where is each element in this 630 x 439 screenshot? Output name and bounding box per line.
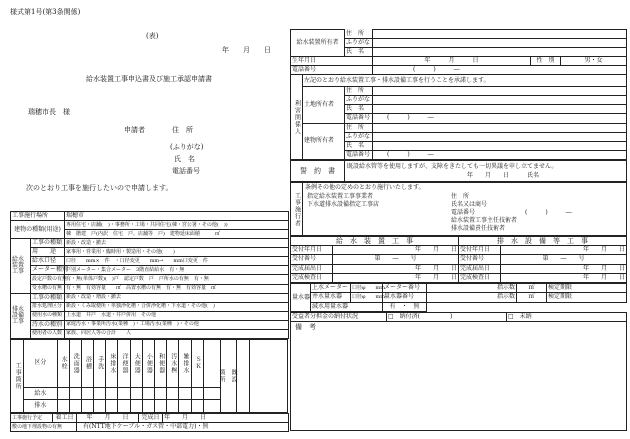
meter-side-label: 量水器 xyxy=(291,284,311,312)
owner-birth-label: 生年月日 xyxy=(291,57,373,66)
owner-name-label: 氏 名 xyxy=(345,48,373,57)
schedule-start-label: 着工日 xyxy=(53,414,77,423)
underground-label: 敷の地下埋設物の有無 xyxy=(11,423,77,432)
applicant-address-label: 住 所 xyxy=(172,126,193,134)
schedule-label: 工事施行予定 xyxy=(11,414,53,423)
contractor-table xyxy=(290,182,627,236)
pledge-table xyxy=(290,160,627,182)
applicant-name-label: 氏 名 xyxy=(174,155,195,163)
water-work-side-label: 給水装置工事 xyxy=(11,239,31,293)
contractor-text: 条例その他の定めのとおり施行いたします。 xyxy=(305,184,425,191)
fixtures-table: 工事箇所 区分 水栓 洗面器 浴槽 手洗 床排水 洋便器 大便器 小便器 和便器 汚水桝 雑排水 ＳＫ 既設 箇所 給水 排水 xyxy=(10,339,288,413)
fee-unpaid-option: □ 未納 xyxy=(507,313,627,322)
fixtures-row-drain: 排水 xyxy=(24,400,57,413)
schedule-start-date: 年 月 日 xyxy=(77,414,139,423)
reducer-meter-value: 有 ・ 無 xyxy=(383,302,427,311)
building-owner-label: 建物所有者 xyxy=(303,123,345,159)
pledge-date: 年 月 日 xyxy=(467,171,510,179)
contractor-water-label: 指定給水装置工事事業者 xyxy=(307,193,374,200)
fixtures-kubun: 区分 xyxy=(24,340,57,388)
schedule-table xyxy=(10,413,289,432)
pledge-label: 誓 約 書 xyxy=(291,161,345,182)
application-date-line: 年 月 日 xyxy=(222,46,271,54)
schedule-end-label: 完成日 xyxy=(139,414,163,423)
owner-title: 給水装置所有者 xyxy=(291,30,345,57)
reducer-meter-label: 減水用量水器 xyxy=(311,302,383,311)
applicant-phone-label: 電話番号 xyxy=(172,167,200,175)
applicant-label: 申請者 xyxy=(124,126,145,134)
owner-phone-value: ( ) ― xyxy=(373,66,627,75)
pledge-name-label: 氏名 xyxy=(526,171,539,179)
remarks-box xyxy=(291,322,627,431)
remarks-label: 備 考 xyxy=(295,323,316,331)
applicant-furigana-label: (ふりがな) xyxy=(170,143,204,151)
owner-furigana-label: ふりがな xyxy=(345,39,373,48)
fee-paid-option: □ 納付済( ) xyxy=(387,313,507,322)
households-value: 棟 階建 戸(内訳 住宅 戸、店舗等 戸) 建物延床面積 ㎡ xyxy=(65,230,289,239)
contractor-trade-name-label: 氏名又は商号 xyxy=(451,201,488,208)
contractor-address-label: 住 所 xyxy=(451,193,470,200)
fixtures-existing-label: 既設 箇所 xyxy=(221,340,237,413)
stakeholder-consent: 左記のとおり給水装置工事・排水設備工事を行うことを承諾します。 xyxy=(303,75,627,87)
stakeholder-table: 利害関係人 左記のとおり給水装置工事・排水設備工事を行うことを承諾します。 土地所有者 住 所 ふりがな 氏 名 電話番号 ( ) ― 建物所有者 住 所 ふりがな 氏 名 電話番号 ( ) ― xyxy=(290,74,627,160)
meter-table: 量水器 上水メーター 口径φ mm メーター番号 指示数 ㎥ 検定期限 井水量水器 口径φ mm 量水器番号 指示数 ㎥ 検定期限 減水用量水器 有 ・ 無 xyxy=(290,283,627,312)
owner-address-label: 住 所 xyxy=(346,29,365,37)
contractor-water-engineer-label: 給水装置工事主任技術者 xyxy=(451,217,518,224)
owner-gender-label: 性 別 xyxy=(531,57,561,66)
contractor-drain-engineer-label: 排水設備責任技術者 xyxy=(451,225,506,232)
owner-table xyxy=(290,29,627,75)
water-receipt-header: 給 水 装 置 工 事 xyxy=(291,237,459,246)
intro-text: 次のとおり工事を施行したいので申請します。 xyxy=(26,184,173,192)
fee-label: 受益者分担金の納付状況 xyxy=(291,313,387,322)
site-location-label: 工事施行場所 xyxy=(11,212,65,221)
fixtures-row-water: 給水 xyxy=(24,387,57,400)
drain-receipt-header: 排 水 設 備 等 工 事 xyxy=(459,237,627,246)
pledge-text: 既設給水管等を使用しますが、支障をきたしても一切異議を申し立てません。 xyxy=(347,162,558,170)
site-location-value: 瑞穂市 xyxy=(65,212,289,221)
fee-table xyxy=(290,312,627,431)
mayor-addressee: 瑞穂市長 様 xyxy=(28,108,70,116)
underground-value: 有(NTT地下ケーブル・ガス管・中部電力)・無 xyxy=(77,423,289,432)
building-type-value: 専用住宅・店舗( )・事務所・工場・共同住宅(棟・宮公署・その他( )) xyxy=(65,221,289,230)
form-id: 様式第1号(第3条関係) xyxy=(10,8,81,16)
stakeholder-side-label: 利害関係人 xyxy=(291,75,303,160)
contractor-side-label: 工事施行者 xyxy=(291,183,303,236)
contractor-drain-label: 下水道排水設備指定工事店 xyxy=(307,201,380,208)
receipt-table: 給 水 装 置 工 事 排 水 設 備 等 工 事 受付年月日 年 月 日 受付年月日 年 月 日 受付番号 第 ― 号 受付番号 第 ― 号 完成届出日 年 月 日 完成届出日 年 月 日 完成検査日 年 月 日 完成検査日 年 月 日 xyxy=(292,236,625,281)
contractor-phone-label: 電話番号 xyxy=(451,209,476,216)
form-title: 給水装置工事申込書及び施工承認申請書 xyxy=(86,75,212,83)
building-type-label: 建物の種類(用途) xyxy=(11,221,65,239)
owner-phone-label: 電話番号 xyxy=(291,66,373,75)
contractor-phone-value: ( ) ― xyxy=(525,209,572,216)
front-side-label: (表) xyxy=(146,32,159,40)
schedule-end-date: 年 月 日 xyxy=(163,414,289,423)
land-owner-label: 土地所有者 xyxy=(303,87,345,123)
owner-birth-value: 年 月 日 xyxy=(373,57,531,66)
owner-gender-options: 男・女 xyxy=(561,57,627,66)
drain-work-side-label: 排水設備工事 xyxy=(11,293,31,338)
fixtures-side-label: 工事箇所 xyxy=(11,340,24,413)
site-water-drain-table: 工事施行場所 瑞穂市 建物の種類(用途) 専用住宅・店舗( )・事務所・工場・共同住宅(棟・宮公署・その他( )) 棟 階建 戸(内訳 住宅 戸、店舗等 戸) 建物延床面積 ㎡ 給水装置工事 工事の種類 新設・改造・撤去 用 途 家事用・営業用・臨時用・製造用・その他( ) 給水口径 口径 mm× 件 ・口径変更 mm→ mm口変更 件 メーター種別 戸別メーター・集合メーター 3階直結給水 有・無 設定戸数の有無 有・無(単体戸数)( )戸 認定戸数 戸 戸所水の有無 有・無 受水槽の有無 有・無 有効容量 ㎥ 高置水槽の有無 有・無 有効容量 ㎥ 排水設備工事 工事の種類 新設・改造・増設・撤去 排水処理区分 新設・くみ取便所・単独浄化槽・合併浄化槽・下水道・その他( ) 使用水の種類 上水道 井戸 水道・井戸併用 その他 汚水の種別 家庭汚水・事業所汚水(業種 )・工場汚水(業種 )・その他 使用者の人数 家族、同居人等の合計 人 xyxy=(10,211,289,339)
